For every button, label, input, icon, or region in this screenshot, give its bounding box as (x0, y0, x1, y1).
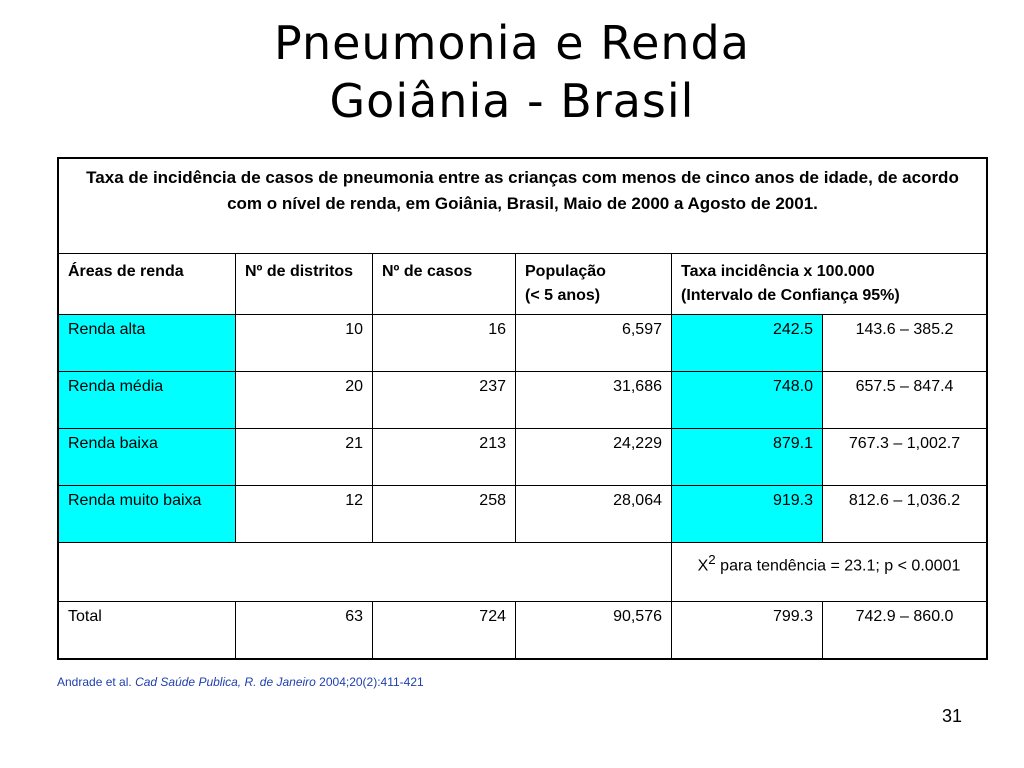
header-casos: Nº de casos (373, 254, 516, 315)
total-row (58, 602, 987, 660)
row-distritos: 20 (236, 372, 373, 429)
chi-square-test (672, 543, 988, 602)
row-distritos: 12 (236, 486, 373, 543)
chi-square-row (58, 543, 987, 602)
row-area: Renda média (58, 372, 236, 429)
row-taxa: 919.3 (672, 486, 823, 543)
row-populacao: 24,229 (516, 429, 672, 486)
header-taxa (672, 254, 988, 315)
row-ic: 767.3 – 1,002.7 (823, 429, 988, 486)
row-area: Renda baixa (58, 429, 236, 486)
source-ref: 2004;20(2):411-421 (315, 675, 424, 689)
pneumonia-income-table (57, 157, 988, 660)
total-ic: 742.9 – 860.0 (823, 602, 988, 660)
row-populacao: 28,064 (516, 486, 672, 543)
table-row (58, 372, 987, 429)
source-authors: Andrade et al. (57, 675, 136, 689)
row-casos: 237 (373, 372, 516, 429)
header-populacao (516, 254, 672, 315)
table-row (58, 429, 987, 486)
title-line-2: Goiânia - Brasil (329, 74, 695, 128)
table-row (58, 486, 987, 543)
header-populacao-line2: (< 5 anos) (525, 287, 601, 304)
header-populacao-line1: População (525, 263, 606, 280)
slide-title (0, 14, 1024, 130)
title-line-1: Pneumonia e Renda (274, 16, 750, 70)
total-area: Total (58, 602, 236, 660)
total-casos: 724 (373, 602, 516, 660)
row-taxa: 242.5 (672, 315, 823, 372)
row-taxa: 748.0 (672, 372, 823, 429)
header-taxa-line1: Taxa incidência x 100.000 (681, 263, 875, 280)
row-casos: 213 (373, 429, 516, 486)
row-casos: 258 (373, 486, 516, 543)
row-populacao: 6,597 (516, 315, 672, 372)
total-populacao: 90,576 (516, 602, 672, 660)
source-citation (57, 675, 424, 689)
total-taxa: 799.3 (672, 602, 823, 660)
header-distritos: Nº de distritos (236, 254, 373, 315)
row-taxa: 879.1 (672, 429, 823, 486)
row-area: Renda alta (58, 315, 236, 372)
row-area: Renda muito baixa (58, 486, 236, 543)
chi-exponent: 2 (708, 552, 716, 567)
row-ic: 143.6 – 385.2 (823, 315, 988, 372)
chi-symbol: X (697, 557, 709, 575)
total-distritos: 63 (236, 602, 373, 660)
chi-text: para tendência = 23.1; p < 0.0001 (715, 557, 961, 575)
slide-number: 31 (941, 706, 962, 726)
row-populacao: 31,686 (516, 372, 672, 429)
header-row (58, 254, 987, 315)
chi-empty-cell (58, 543, 672, 602)
row-distritos: 10 (236, 315, 373, 372)
row-distritos: 21 (236, 429, 373, 486)
table-caption: Taxa de incidência de casos de pneumonia entre as crianças com menos de cinco anos de idade, de acordo com o nível de renda, em Goiânia, Brasil, Maio de 2000 a Agosto de 2001. (58, 158, 987, 254)
caption-row (58, 158, 987, 254)
source-journal: Cad Saúde Publica, R. de Janeiro (135, 675, 316, 689)
row-casos: 16 (373, 315, 516, 372)
header-areas: Áreas de renda (58, 254, 236, 315)
table-row (58, 315, 987, 372)
header-taxa-line2: (Intervalo de Confiança 95%) (681, 287, 900, 304)
row-ic: 812.6 – 1,036.2 (823, 486, 988, 543)
row-ic: 657.5 – 847.4 (823, 372, 988, 429)
